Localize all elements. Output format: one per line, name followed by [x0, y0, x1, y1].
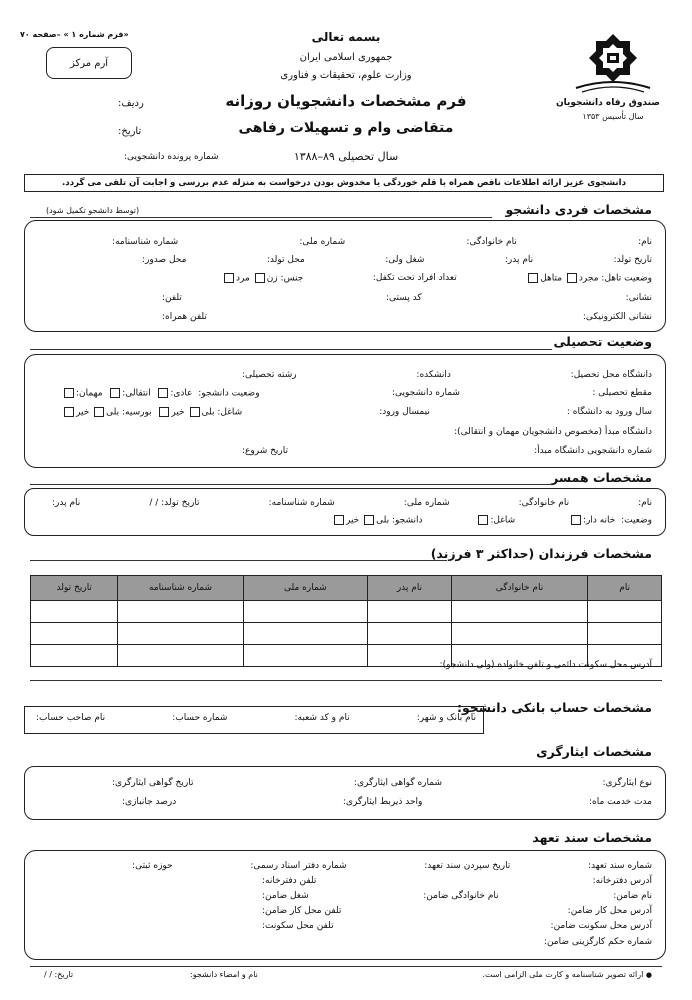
family-field[interactable]: نام خانوادگی:: [466, 237, 517, 247]
table-cell[interactable]: [31, 601, 118, 623]
spouse-birth-date-field[interactable]: تاریخ تولد: / /: [149, 498, 200, 508]
female-label: زن: [266, 273, 278, 284]
footer-note-text: ارائه تصویر شناسنامه و کارت ملی الزامی است.: [482, 970, 644, 979]
work-phone-field[interactable]: تلفن محل کار ضامن:: [262, 906, 342, 916]
academic-year: سال تحصیلی ۸۹–۱۳۸۸: [293, 150, 399, 163]
fund-name: صندوق رفاه دانشجویان: [555, 98, 660, 108]
table-cell[interactable]: [368, 601, 451, 623]
female-checkbox[interactable]: [255, 273, 265, 283]
doc-number-field[interactable]: شماره سند تعهد:: [587, 861, 652, 871]
scholarship-no-label: خیر: [76, 407, 90, 418]
level-field[interactable]: مقطع تحصیلی :: [592, 388, 652, 398]
guest-checkbox[interactable]: [64, 388, 74, 398]
col-family: نام خانوادگی: [451, 576, 588, 601]
personal-section-title: مشخصات فردی دانشجو: [505, 202, 652, 217]
cert-date-field[interactable]: تاریخ گواهی ایثارگری:: [112, 778, 194, 788]
divider: [30, 966, 662, 967]
father-name-field[interactable]: نام پدر:: [504, 255, 534, 265]
spouse-father-name-field[interactable]: نام پدر:: [52, 498, 81, 508]
account-number-field[interactable]: شماره حساب:: [172, 713, 228, 723]
footer-date-field[interactable]: تاریخ: / /: [44, 970, 74, 979]
transfer-label: انتقالی:: [122, 388, 151, 399]
transfer-checkbox[interactable]: [110, 388, 120, 398]
divider: [30, 349, 552, 350]
children-section-title: مشخصات فرزندان (حداکثر ۳ فرزند): [430, 546, 652, 561]
table-row: [31, 623, 662, 645]
bank-section-title: مشخصات حساب بانکی دانشجو:: [456, 700, 652, 715]
col-name: نام: [588, 576, 662, 601]
normal-label: عادی:: [170, 388, 193, 399]
scholarship-label: بورسیه:: [122, 407, 152, 418]
university-field[interactable]: دانشگاه محل تحصیل:: [570, 370, 652, 380]
bismillah: بسمه تعالی: [311, 30, 381, 44]
origin-student-number-field[interactable]: شماره دانشجویی دانشگاه مبدأ:: [534, 446, 652, 456]
national-id-field[interactable]: شماره ملی:: [299, 237, 346, 247]
employed-yes-checkbox[interactable]: [190, 407, 200, 417]
divider: [30, 560, 447, 561]
male-label: مرد: [236, 273, 250, 284]
guarantee-section-title: مشخصات سند تعهد: [532, 830, 652, 845]
male-checkbox[interactable]: [224, 273, 234, 283]
family-address-field[interactable]: آدرس محل سکونت دائمی و تلفن خانواده (ولی دانشجو):: [439, 660, 652, 670]
table-row: [31, 601, 662, 623]
spouse-national-id-field[interactable]: شماره ملی:: [403, 498, 450, 508]
sacrifice-unit-field[interactable]: واحد ذیربط ایثارگری:: [342, 797, 423, 807]
spouse-student-yes-label: بلی: [376, 515, 390, 526]
office-number-field[interactable]: شماره دفتر اسناد رسمی:: [250, 861, 347, 871]
personal-note: (توسط دانشجو تکمیل شود): [46, 206, 140, 215]
scholarship-no-checkbox[interactable]: [64, 407, 74, 417]
sacrifice-box: [24, 766, 666, 820]
col-father: نام پدر: [368, 576, 451, 601]
work-address-field[interactable]: آدرس محل کار ضامن:: [567, 906, 652, 916]
name-field[interactable]: نام:: [638, 237, 652, 247]
col-birth-date: تاریخ تولد: [31, 576, 118, 601]
table-cell[interactable]: [451, 601, 588, 623]
student-status-label: وضعیت دانشجو:: [198, 388, 260, 399]
table-cell[interactable]: [118, 645, 243, 667]
employed-no-checkbox[interactable]: [159, 407, 169, 417]
branch-field[interactable]: نام و کد شعبه:: [294, 713, 350, 723]
center-logo-label: آرم مرکز: [69, 57, 109, 69]
id-number-field[interactable]: شماره شناسنامه:: [112, 237, 179, 247]
col-id-number: شماره شناسنامه: [118, 576, 243, 601]
student-status-group: [62, 388, 260, 399]
scholarship-yes-label: بلی: [106, 407, 120, 418]
phone-field[interactable]: تلفن:: [162, 293, 182, 303]
email-field[interactable]: نشانی الکترونیکی:: [582, 312, 652, 322]
sacrifice-section-title: مشخصات ایثارگری: [536, 744, 652, 759]
birth-date-field[interactable]: تاریخ تولد:: [613, 255, 652, 265]
republic: جمهوری اسلامی ایران: [299, 52, 393, 63]
gender-label: جنس:: [280, 273, 304, 284]
married-label: متاهل: [540, 273, 563, 284]
housewife-checkbox[interactable]: [571, 515, 581, 525]
employed-no-label: خیر: [171, 407, 185, 418]
table-cell[interactable]: [368, 623, 451, 645]
table-cell[interactable]: [31, 645, 118, 667]
form-title: فرم مشخصات دانشجویان روزانه: [225, 92, 467, 110]
bullet-icon: ●: [645, 971, 652, 979]
start-date-field[interactable]: تاریخ شروع:: [242, 446, 289, 456]
table-cell[interactable]: [588, 601, 662, 623]
guest-label: مهمان:: [76, 388, 103, 399]
form-number: «فرم شماره ۱ » –صفحه ۷۰: [20, 30, 129, 39]
notice-text: دانشجوی عزیز ارائه اطلاعات ناقص همراه با قلم خوردگی یا مخدوش بودن درخواست به منزله عدم بررسی و اجابت آن تلقی می گردد.: [62, 178, 626, 188]
table-cell[interactable]: [118, 623, 243, 645]
table-cell[interactable]: [118, 601, 243, 623]
account-holder-field[interactable]: نام صاحب حساب:: [36, 713, 106, 723]
radif-label: ردیف:: [118, 98, 144, 109]
zone-field[interactable]: حوزه ثبتی:: [132, 861, 173, 871]
employed-yes-label: بلی: [201, 407, 215, 418]
doc-date-field[interactable]: تاریخ سپردن سند تعهد:: [424, 861, 511, 871]
single-checkbox[interactable]: [567, 273, 577, 283]
table-cell[interactable]: [588, 623, 662, 645]
spouse-section-title: مشخصات همسر: [551, 470, 652, 485]
faculty-field[interactable]: دانشکده:: [416, 370, 451, 380]
spouse-student-no-label: خیر: [346, 515, 360, 526]
divider: [30, 217, 492, 218]
guarantor-family-field[interactable]: نام خانوادگی ضامن:: [423, 891, 499, 901]
date-label: تاریخ:: [118, 126, 142, 137]
postal-code-field[interactable]: کد پستی:: [385, 293, 422, 303]
cert-number-field[interactable]: شماره گواهی ایثارگری:: [353, 778, 443, 788]
divider: [30, 484, 552, 485]
ministry: وزارت علوم، تحقیقات و فناوری: [280, 70, 412, 81]
entry-semester-field[interactable]: نیمسال ورود:: [379, 407, 430, 417]
spouse-status-label: وضعیت:: [621, 515, 652, 526]
disability-percent-field[interactable]: درصد جانبازی:: [122, 797, 177, 807]
children-table-header: [31, 576, 662, 601]
spouse-student-label: دانشجو:: [392, 515, 423, 526]
normal-checkbox[interactable]: [158, 388, 168, 398]
gender-group: [222, 273, 303, 284]
mobile-field[interactable]: تلفن همراه:: [162, 312, 207, 322]
guardian-job-field[interactable]: شغل ولی:: [385, 255, 425, 265]
footer-note: [482, 970, 652, 979]
spouse-employed-label: شاغل:: [490, 515, 516, 526]
signature-field[interactable]: نام و امضاء دانشجو:: [190, 970, 258, 979]
employed-label: شاغل:: [217, 407, 243, 418]
marital-label: وضعیت تاهل:: [601, 273, 652, 284]
sacrifice-type-field[interactable]: نوع ایثارگری:: [602, 778, 652, 788]
home-phone-field[interactable]: تلفن محل سکونت:: [262, 921, 334, 931]
selection-order-field[interactable]: شماره حکم کارگزینی ضامن:: [543, 937, 652, 947]
office-address-field[interactable]: آدرس دفترخانه:: [592, 876, 652, 886]
single-label: مجرد: [578, 273, 599, 284]
scholarship-yes-checkbox[interactable]: [94, 407, 104, 417]
table-cell[interactable]: [243, 601, 368, 623]
spouse-student-no-checkbox[interactable]: [334, 515, 344, 525]
guarantor-name-field[interactable]: نام ضامن:: [613, 891, 652, 901]
guarantor-job-field[interactable]: شغل ضامن:: [262, 891, 309, 901]
file-number-label: شماره پرونده دانشجویی:: [124, 152, 219, 162]
table-cell[interactable]: [451, 623, 588, 645]
marital-status-group: [526, 273, 652, 284]
employment-group: [62, 407, 242, 418]
form-subtitle: متقاضی وام و تسهیلات رفاهی: [238, 120, 454, 136]
address-field[interactable]: نشانی:: [625, 293, 652, 303]
table-cell[interactable]: [243, 645, 368, 667]
housewife-label: خانه دار:: [582, 515, 616, 526]
spouse-status-group: [569, 515, 652, 526]
fund-logo-icon: [572, 32, 654, 102]
fund-founded: سال تأسیس ۱۳۵۳: [582, 112, 644, 121]
service-duration-field[interactable]: مدت خدمت ماه:: [589, 797, 652, 807]
divider: [30, 680, 662, 681]
table-cell[interactable]: [243, 623, 368, 645]
married-checkbox[interactable]: [528, 273, 538, 283]
entry-year-field[interactable]: سال ورود به دانشگاه :: [566, 407, 652, 417]
birth-place-field[interactable]: محل تولد:: [266, 255, 305, 265]
spouse-box: [24, 488, 666, 536]
spouse-family-field[interactable]: نام خانوادگی:: [518, 498, 570, 508]
dependents-field[interactable]: تعداد افراد تحت تکفل:: [372, 273, 457, 283]
spouse-id-number-field[interactable]: شماره شناسنامه:: [268, 498, 335, 508]
office-phone-field[interactable]: تلفن دفترخانه:: [262, 876, 317, 886]
col-national-id: شماره ملی: [243, 576, 368, 601]
student-number-field[interactable]: شماره دانشجویی:: [391, 388, 460, 398]
children-table: [30, 575, 662, 667]
spouse-student-yes-checkbox[interactable]: [364, 515, 374, 525]
education-section-title: وضعیت تحصیلی: [553, 334, 652, 349]
table-cell[interactable]: [31, 623, 118, 645]
field-of-study-field[interactable]: رشته تحصیلی:: [242, 370, 297, 380]
bank-city-field[interactable]: نام بانک و شهر:: [416, 713, 476, 723]
home-address-field[interactable]: آدرس محل سکونت ضامن:: [550, 921, 652, 931]
spouse-employed-checkbox[interactable]: [478, 515, 488, 525]
spouse-name-field[interactable]: نام:: [638, 498, 652, 508]
origin-university-field[interactable]: دانشگاه مبدأ (مخصوص دانشجویان مهمان و انتقالی):: [454, 427, 652, 437]
issue-place-field[interactable]: محل صدور:: [142, 255, 187, 265]
notice-bar: [24, 174, 664, 192]
